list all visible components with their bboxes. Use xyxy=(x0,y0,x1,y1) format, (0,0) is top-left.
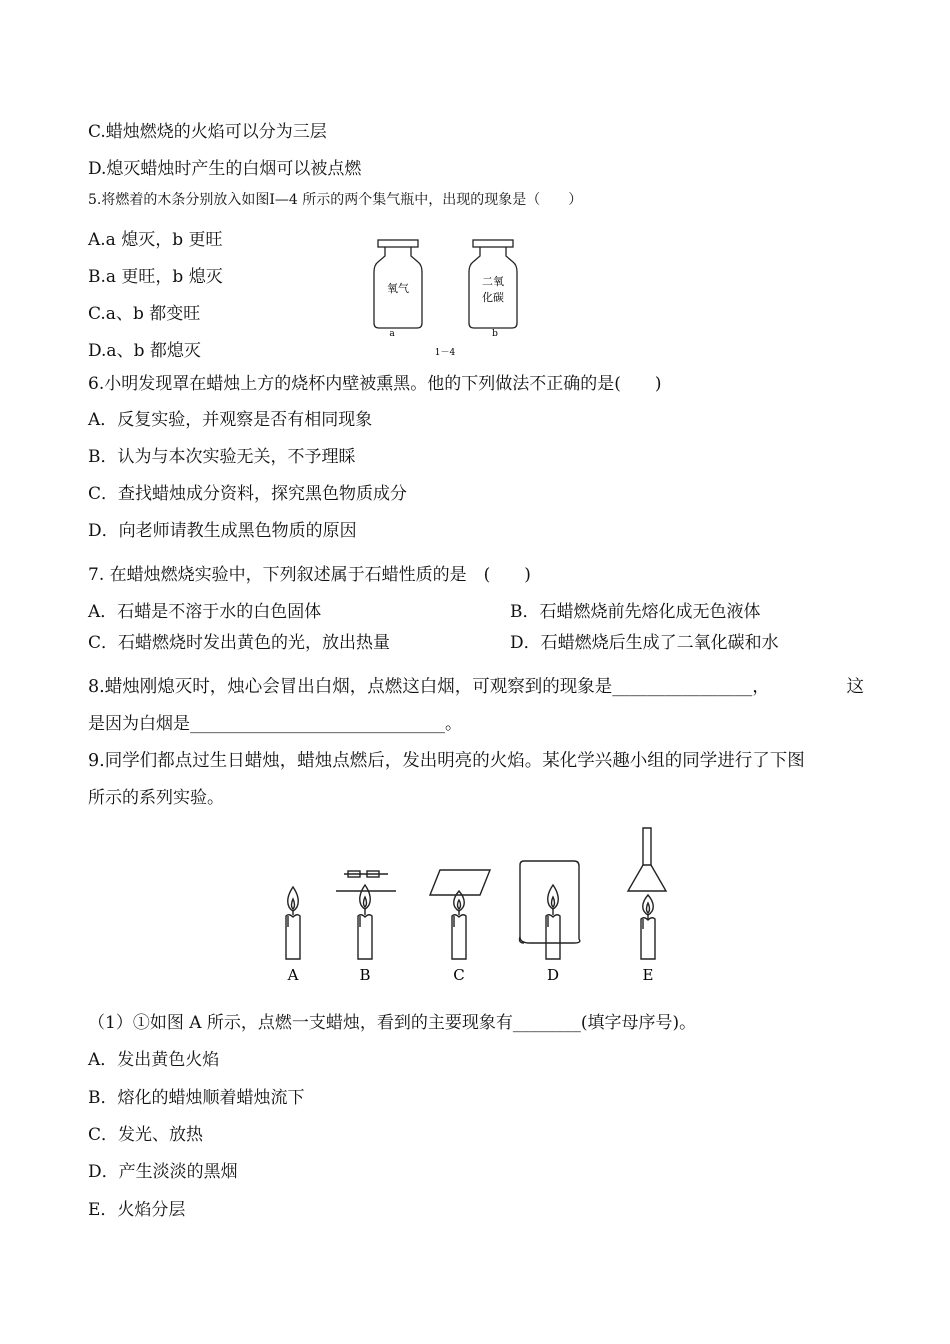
candle-experiments-figure xyxy=(262,825,682,990)
q5-option-c: C.a、b 都变旺 xyxy=(88,304,201,324)
q9-option-a: A．发出黄色火焰 xyxy=(88,1050,220,1070)
q8-line-1 xyxy=(88,676,864,698)
q4-option-c: C.蜡烛燃烧的火焰可以分为三层 xyxy=(88,122,327,142)
q7-option-b: B．石蜡燃烧前先熔化成无色液体 xyxy=(510,602,761,622)
figure-caption: 1－4 xyxy=(434,348,456,358)
q6-option-a: A．反复实验，并观察是否有相同现象 xyxy=(88,410,373,430)
q5-option-a: A.a 熄灭，b 更旺 xyxy=(88,230,223,250)
figure-label-b: B xyxy=(359,966,371,984)
bottle-b-label-1: 二氧 xyxy=(482,275,504,288)
q4-option-d: D.熄灭蜡烛时产生的白烟可以被点燃 xyxy=(88,159,362,179)
candle-a xyxy=(286,887,300,959)
candle-e xyxy=(628,828,666,959)
q9-option-d: D．产生淡淡的黑烟 xyxy=(88,1162,238,1182)
q5-option-b: B.a 更旺，b 熄灭 xyxy=(88,267,223,287)
q9-option-c: C．发光、放热 xyxy=(88,1125,204,1145)
q6-option-d: D．向老师请教生成黑色物质的原因 xyxy=(88,521,357,541)
q6-option-c: C．查找蜡烛成分资料，探究黑色物质成分 xyxy=(88,484,408,504)
q8-line-1-end: 这 xyxy=(846,677,864,697)
q7-option-c: C．石蜡燃烧时发出黄色的光，放出热量 xyxy=(88,633,391,653)
q9-line-1: 9.同学们都点过生日蜡烛，蜡烛点燃后，发出明亮的火焰。某化学兴趣小组的同学进行了下图 xyxy=(88,751,805,771)
figure-label-e: E xyxy=(642,966,654,984)
candle-b xyxy=(336,871,396,959)
q8-line-1-main: 8.蜡烛刚熄灭时，烛心会冒出白烟，点燃这白烟，可观察到的现象是________________， xyxy=(88,677,770,697)
q9-line-2: 所示的系列实验。 xyxy=(88,788,224,808)
candle-c xyxy=(430,870,490,959)
q7-stem: 7. 在蜡烛燃烧实验中，下列叙述属于石蜡性质的是 ( ) xyxy=(88,565,531,585)
q5-option-d: D.a、b 都熄灭 xyxy=(88,341,201,361)
q7-option-a: A．石蜡是不溶于水的白色固体 xyxy=(88,602,322,622)
q8-line-2: 是因为白烟是______________________________。 xyxy=(88,714,462,734)
bottle-a-label: 氧气 xyxy=(387,282,409,295)
q5-stem: 5.将燃着的木条分别放入如图Ⅰ—4 所示的两个集气瓶中，出现的现象是（ ） xyxy=(88,192,583,208)
q7-option-d: D．石蜡燃烧后生成了二氧化碳和水 xyxy=(510,633,779,653)
bottle-a-tag: a xyxy=(389,329,395,339)
figure-label-c: C xyxy=(453,966,465,984)
figure-label-a: A xyxy=(287,966,299,984)
bottle-b-label-2: 化碳 xyxy=(482,291,504,304)
q6-stem: 6.小明发现罩在蜡烛上方的烧杯内壁被熏黑。他的下列做法不正确的是( ) xyxy=(88,374,662,394)
candle-d xyxy=(520,861,580,959)
q9-option-b: B．熔化的蜡烛顺着蜡烛流下 xyxy=(88,1088,305,1108)
q9-sub-1: （1）①如图 A 所示，点燃一支蜡烛，看到的主要现象有________(填字母序号)。 xyxy=(88,1013,697,1033)
gas-bottles-figure xyxy=(360,232,540,362)
bottle-b-tag: b xyxy=(492,329,498,339)
q6-option-b: B．认为与本次实验无关，不予理睬 xyxy=(88,447,356,467)
q9-option-e: E．火焰分层 xyxy=(88,1200,186,1220)
figure-label-d: D xyxy=(546,966,560,984)
